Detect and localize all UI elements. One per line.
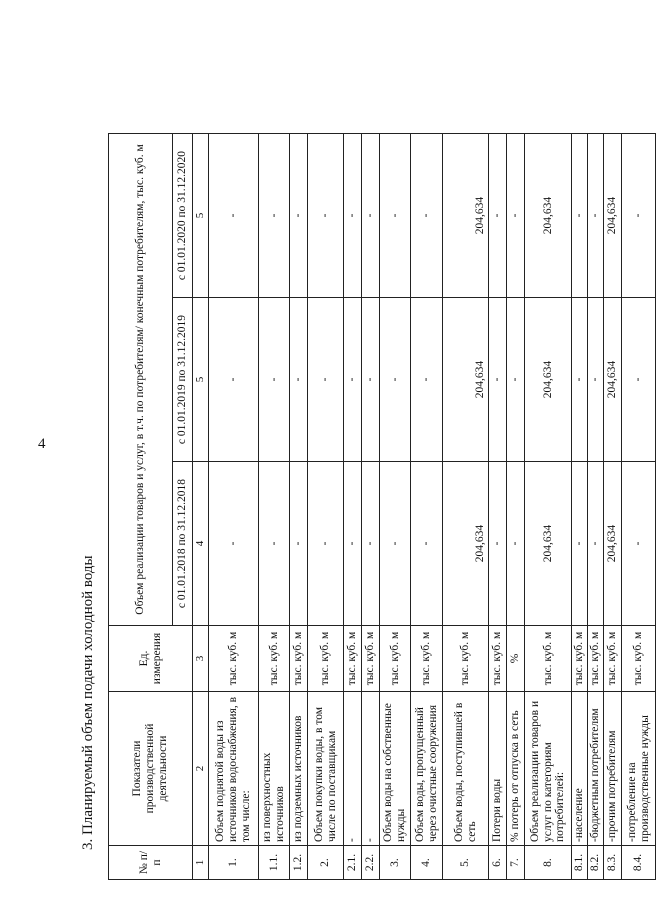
row-value: - — [209, 298, 259, 462]
row-value: 204,634 — [443, 462, 489, 626]
row-value: - — [259, 462, 290, 626]
row-value: 204,634 — [525, 298, 572, 462]
table-row — [622, 134, 656, 880]
water-supply-table — [108, 133, 656, 880]
row-value: 204,634 — [604, 134, 622, 298]
row-value: - — [344, 134, 362, 298]
row-indicator: Объем воды, поступившей в сеть — [443, 692, 489, 846]
row-value: - — [572, 134, 588, 298]
index-cell: 2 — [193, 692, 209, 846]
row-value: - — [588, 298, 604, 462]
page-number: 4 — [38, 436, 46, 452]
header-group: Объем реализации товаров и услуг, в т.ч. по потребителям/ конечным потребителям, тыс. куб. м — [109, 134, 173, 626]
row-value: - — [588, 134, 604, 298]
row-value: - — [507, 134, 525, 298]
table-row — [525, 134, 572, 880]
table-row — [489, 134, 507, 880]
row-value: - — [308, 298, 344, 462]
row-unit: тыс. куб. м — [344, 626, 362, 692]
row-number: 3. — [380, 846, 411, 880]
row-value: 204,634 — [443, 298, 489, 462]
row-value: - — [380, 298, 411, 462]
row-unit: тыс. куб. м — [209, 626, 259, 692]
header-num: № п/п — [109, 846, 193, 880]
row-value: - — [489, 298, 507, 462]
header-unit: Ед. измерения — [109, 626, 193, 692]
table-row — [209, 134, 259, 880]
row-indicator: % потерь от отпуска в сеть — [507, 692, 525, 846]
row-unit: тыс. куб. м — [362, 626, 380, 692]
row-value: - — [380, 462, 411, 626]
row-number: 8.3. — [604, 846, 622, 880]
row-number: 8.4. — [622, 846, 656, 880]
row-indicator: из подземных источников — [290, 692, 308, 846]
row-value: - — [507, 298, 525, 462]
row-indicator: -потребление на производственные нужды — [622, 692, 656, 846]
row-unit: тыс. куб. м — [588, 626, 604, 692]
row-value: - — [411, 298, 443, 462]
row-indicator: -население — [572, 692, 588, 846]
row-number: 5. — [443, 846, 489, 880]
row-value: 204,634 — [604, 298, 622, 462]
index-cell: 4 — [193, 462, 209, 626]
header-indicator: Показатели производственной деятельности — [109, 692, 193, 846]
table-row — [604, 134, 622, 880]
row-value: - — [209, 134, 259, 298]
row-number: 1.1. — [259, 846, 290, 880]
row-unit: тыс. куб. м — [308, 626, 344, 692]
row-value: - — [622, 134, 656, 298]
row-value: - — [290, 462, 308, 626]
table-row — [362, 134, 380, 880]
index-cell: 5 — [193, 298, 209, 462]
table-row — [411, 134, 443, 880]
row-number: 1. — [209, 846, 259, 880]
row-number: 8.1. — [572, 846, 588, 880]
row-value: - — [362, 462, 380, 626]
index-cell: 3 — [193, 626, 209, 692]
row-unit: тыс. куб. м — [443, 626, 489, 692]
row-unit: тыс. куб. м — [380, 626, 411, 692]
row-value: - — [290, 134, 308, 298]
table-row — [572, 134, 588, 880]
row-indicator: Потери воды — [489, 692, 507, 846]
row-value: - — [411, 134, 443, 298]
row-value: - — [622, 462, 656, 626]
row-indicator: Объем реализации товаров и услуг по категориям потребителей: — [525, 692, 572, 846]
row-number: 2. — [308, 846, 344, 880]
row-value: - — [380, 134, 411, 298]
row-indicator: -бюджетным потребителям — [588, 692, 604, 846]
row-value: 204,634 — [525, 462, 572, 626]
row-number: 1.2. — [290, 846, 308, 880]
row-value: - — [411, 462, 443, 626]
table-row — [380, 134, 411, 880]
row-indicator: Объем воды на собственные нужды — [380, 692, 411, 846]
row-value: 204,634 — [604, 462, 622, 626]
header-period-2020: с 01.01.2020 по 31.12.2020 — [173, 134, 193, 298]
section-title: 3. Планируемый объем подачи холодной воды — [80, 555, 96, 850]
row-unit: тыс. куб. м — [525, 626, 572, 692]
row-indicator: из поверхностных источников — [259, 692, 290, 846]
row-value: 204,634 — [443, 134, 489, 298]
index-cell: 1 — [193, 846, 209, 880]
table-row — [443, 134, 489, 880]
table-row — [308, 134, 344, 880]
row-value: - — [489, 134, 507, 298]
row-number: 4. — [411, 846, 443, 880]
row-value: - — [362, 298, 380, 462]
table-row — [588, 134, 604, 880]
row-indicator: - — [344, 692, 362, 846]
row-unit: тыс. куб. м — [411, 626, 443, 692]
row-value: - — [344, 462, 362, 626]
row-unit: % — [507, 626, 525, 692]
row-indicator: Объем покупки воды, в том числе по поставщикам — [308, 692, 344, 846]
row-unit: тыс. куб. м — [290, 626, 308, 692]
rotated-content — [74, 60, 651, 880]
row-number: 2.2. — [362, 846, 380, 880]
row-indicator: Объем воды, пропущенный через очистные сооружения — [411, 692, 443, 846]
header-period-2019: с 01.01.2019 по 31.12.2019 — [173, 298, 193, 462]
row-value: - — [507, 462, 525, 626]
row-indicator: -прочим потребителям — [604, 692, 622, 846]
row-value: - — [290, 298, 308, 462]
table-row — [290, 134, 308, 880]
row-unit: тыс. куб. м — [622, 626, 656, 692]
row-number: 8. — [525, 846, 572, 880]
row-unit: тыс. куб. м — [489, 626, 507, 692]
row-unit: тыс. куб. м — [259, 626, 290, 692]
table-row — [259, 134, 290, 880]
row-number: 8.2. — [588, 846, 604, 880]
header-period-2018: с 01.01.2018 по 31.12.2018 — [173, 462, 193, 626]
row-indicator: - — [362, 692, 380, 846]
row-value: - — [362, 134, 380, 298]
index-cell: 5 — [193, 134, 209, 298]
row-number: 2.1. — [344, 846, 362, 880]
row-number: 7. — [507, 846, 525, 880]
row-value: - — [344, 298, 362, 462]
row-value: - — [259, 134, 290, 298]
row-value: - — [572, 298, 588, 462]
row-unit: тыс. куб. м — [604, 626, 622, 692]
row-value: 204,634 — [525, 134, 572, 298]
row-value: - — [209, 462, 259, 626]
table-row — [507, 134, 525, 880]
row-value: - — [622, 298, 656, 462]
row-value: - — [308, 462, 344, 626]
row-number: 6. — [489, 846, 507, 880]
row-value: - — [572, 462, 588, 626]
row-value: - — [308, 134, 344, 298]
table-row — [344, 134, 362, 880]
row-indicator: Объем поднятой воды из источников водоснабжения, в том числе: — [209, 692, 259, 846]
row-value: - — [489, 462, 507, 626]
row-value: - — [588, 462, 604, 626]
row-value: - — [259, 298, 290, 462]
row-unit: тыс. куб. м — [572, 626, 588, 692]
